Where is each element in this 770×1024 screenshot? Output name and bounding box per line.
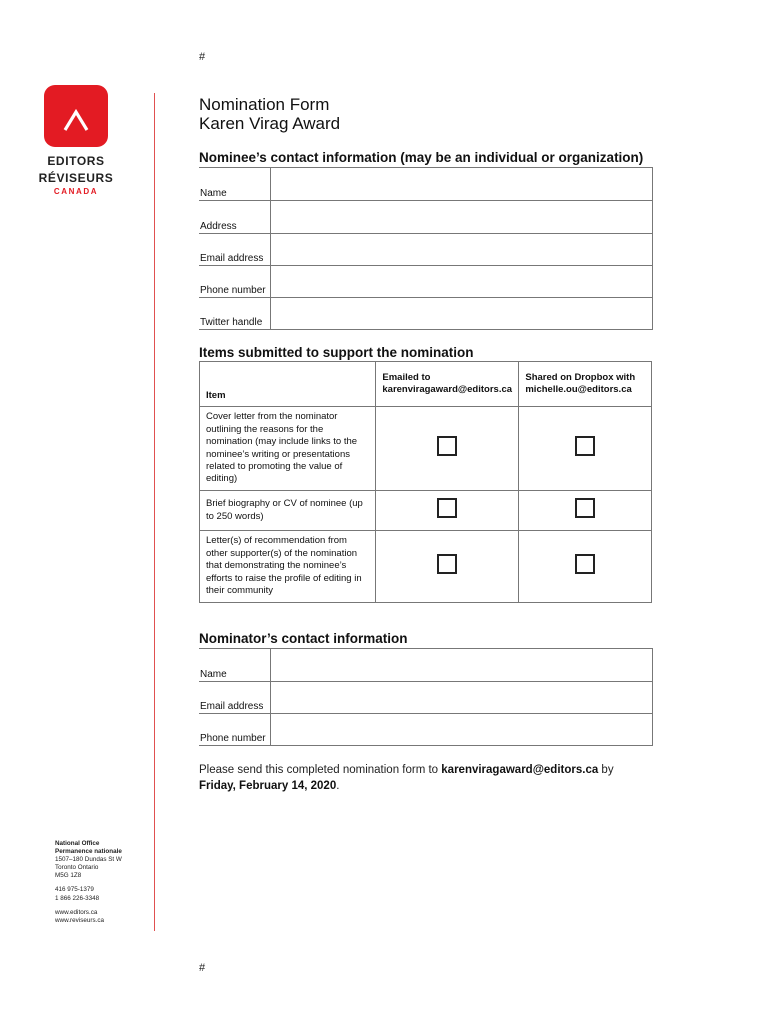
- nominee-row-twitter: [199, 298, 653, 330]
- office-phone-local: 416 975-1379: [55, 886, 94, 894]
- dropbox-checkbox[interactable]: [575, 554, 595, 574]
- field-label: Name: [199, 649, 271, 682]
- office-postal-code: M5G 1Z8: [55, 872, 82, 880]
- nominator-phone-field[interactable]: [271, 714, 653, 746]
- item-description: Cover letter from the nominator outlining the reasons for the nomination (may include links to the nominee’s writing or presentations related to promoting the value of editing): [200, 407, 376, 491]
- website-link-reviseurs[interactable]: www.reviseurs.ca: [55, 916, 104, 924]
- field-label: Phone number: [199, 266, 271, 298]
- form-title-line1: Nomination Form: [199, 95, 330, 114]
- emailed-checkbox[interactable]: [437, 498, 457, 518]
- nominator-row-phone: [199, 714, 653, 746]
- submission-email-link[interactable]: karenviragaward@editors.ca: [441, 764, 599, 776]
- column-header-item: Item: [200, 362, 376, 407]
- items-table: [199, 361, 652, 603]
- column-header-dropbox: Shared on Dropbox with michelle.ou@editors.ca: [519, 362, 652, 407]
- nominee-row-email: [199, 234, 653, 266]
- item-description: Letter(s) of recommendation from other supporter(s) of the nomination that demonstrating the nominee’s efforts to raise the profile of editing in their community: [200, 531, 376, 603]
- nominee-row-name: [199, 168, 653, 201]
- office-street: 1507–180 Dundas St W: [55, 856, 122, 864]
- dropbox-checkbox[interactable]: [575, 436, 595, 456]
- nominee-contact-table: [199, 167, 653, 330]
- nominee-row-phone: [199, 266, 653, 298]
- field-label: Name: [199, 168, 271, 201]
- nominee-twitter-field[interactable]: [271, 298, 653, 330]
- submission-instructions: [199, 762, 649, 794]
- field-label: Phone number: [199, 714, 271, 746]
- nominee-address-field[interactable]: [271, 201, 653, 234]
- logo-text-canada: CANADA: [53, 187, 99, 196]
- nominee-name-field[interactable]: [271, 168, 653, 201]
- nominator-heading: Nominator’s contact information: [199, 631, 408, 646]
- column-header-emailed: Emailed to karenviragaward@editors.ca: [376, 362, 519, 407]
- instructions-text: .: [336, 780, 340, 792]
- instructions-text: by: [598, 764, 614, 776]
- items-heading: Items submitted to support the nomination: [199, 345, 474, 360]
- editors-canada-logo-icon: [44, 85, 108, 147]
- form-title: [199, 95, 340, 133]
- emailed-checkbox[interactable]: [437, 436, 457, 456]
- office-name: National Office: [55, 840, 100, 847]
- office-phone-tollfree: 1 866 226-3348: [55, 894, 100, 902]
- nominator-email-field[interactable]: [271, 682, 653, 714]
- office-address-block: [55, 840, 122, 925]
- nominee-heading: Nominee’s contact information (may be an individual or organization): [199, 150, 644, 165]
- emailed-checkbox[interactable]: [437, 554, 457, 574]
- dropbox-checkbox[interactable]: [575, 498, 595, 518]
- page-marker-bottom: #: [199, 962, 206, 974]
- items-header-row: [200, 362, 652, 407]
- office-name-french: Permanence nationale: [55, 848, 122, 856]
- website-link-editors[interactable]: www.editors.ca: [55, 908, 98, 916]
- table-row: [200, 531, 652, 603]
- instructions-text: Please send this completed nomination form to: [199, 764, 442, 776]
- field-label: Email address: [199, 682, 271, 714]
- field-label: Twitter handle: [199, 298, 271, 330]
- field-label: Email address: [199, 234, 271, 266]
- logo-text-reviseurs: RÉVISEURS: [38, 171, 114, 185]
- table-row: [200, 407, 652, 491]
- item-description: Brief biography or CV of nominee (up to 250 words): [200, 491, 376, 531]
- nominator-contact-table: [199, 648, 653, 746]
- nominee-email-field[interactable]: [271, 234, 653, 266]
- field-label: Address: [199, 201, 271, 234]
- nominee-row-address: [199, 201, 653, 234]
- margin-rule: [154, 93, 155, 931]
- logo-text-editors: EDITORS: [47, 154, 105, 168]
- form-title-line2: Karen Virag Award: [199, 114, 341, 133]
- nominator-name-field[interactable]: [271, 649, 653, 682]
- nominator-row-name: [199, 649, 653, 682]
- deadline-date: Friday, February 14, 2020: [199, 780, 337, 792]
- nominator-row-email: [199, 682, 653, 714]
- table-row: [200, 491, 652, 531]
- office-city: Toronto Ontario: [55, 864, 99, 872]
- page-marker-top: #: [199, 51, 206, 63]
- nominee-phone-field[interactable]: [271, 266, 653, 298]
